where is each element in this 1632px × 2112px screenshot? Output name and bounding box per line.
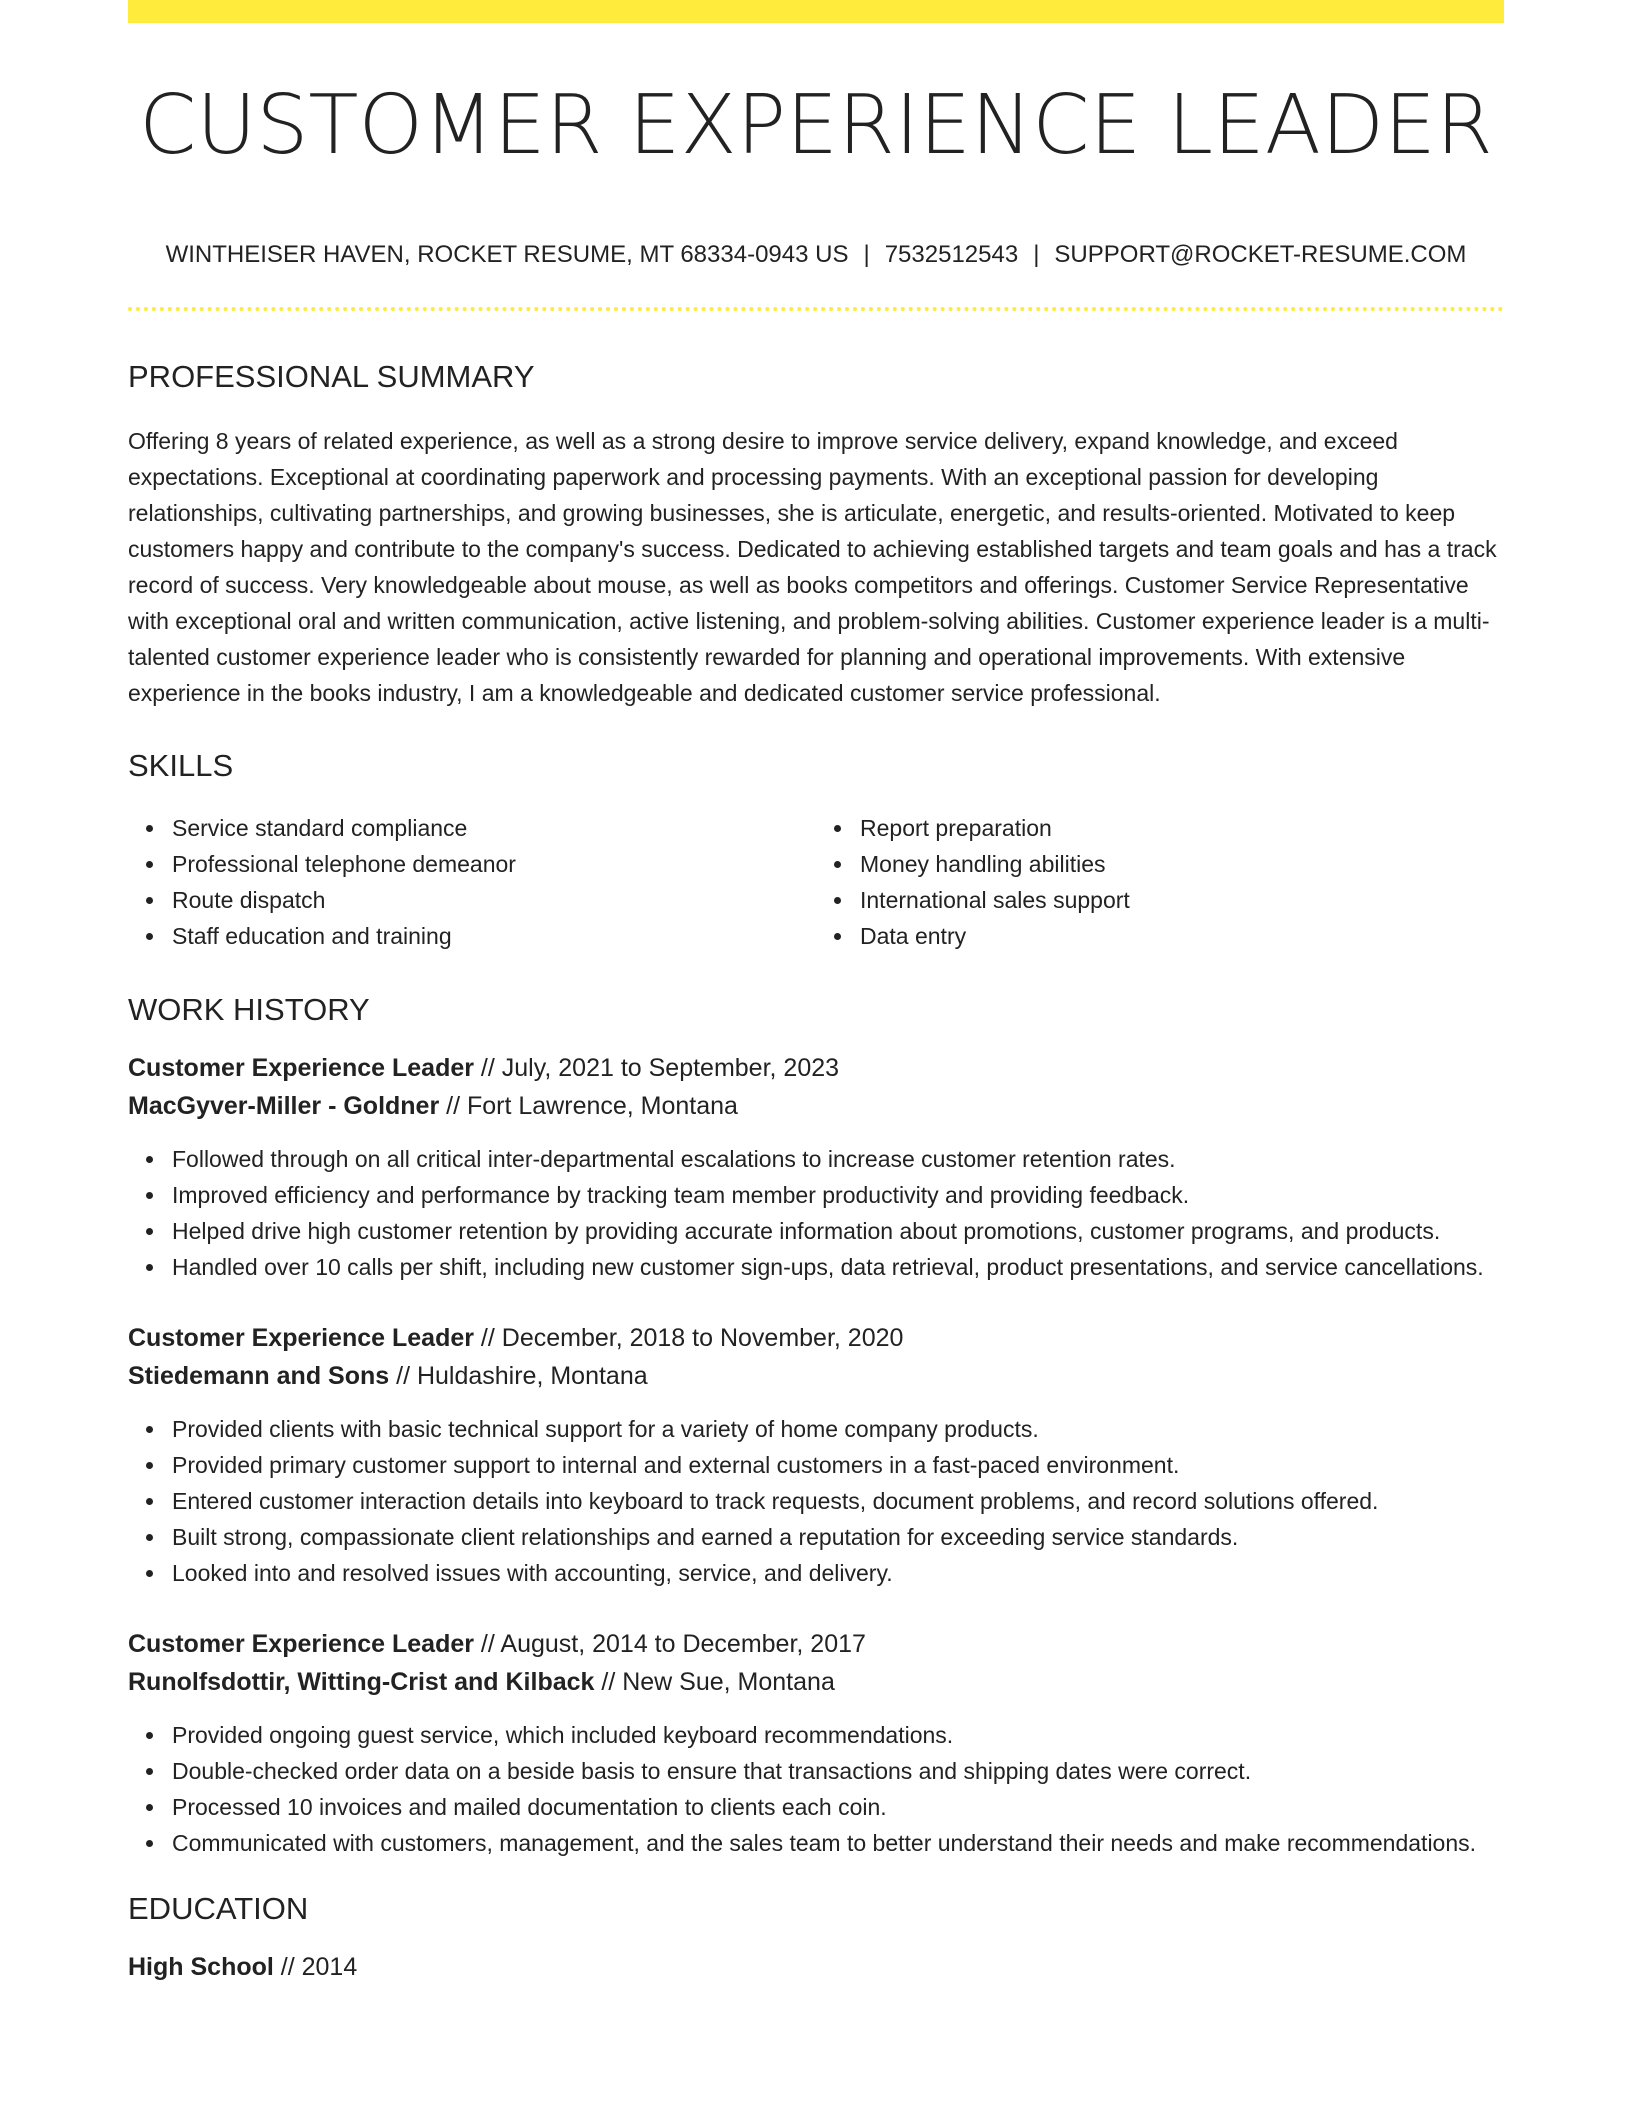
- resume-page: [128, 0, 1504, 1986]
- education-year: // 2014: [273, 1953, 358, 1981]
- job-title-line: [128, 1049, 1504, 1087]
- skill-item: Service standard compliance: [172, 810, 816, 846]
- skill-item: Money handling abilities: [860, 846, 1504, 882]
- job-bullet: Looked into and resolved issues with accounting, service, and delivery.: [172, 1555, 1504, 1591]
- contact-separator: |: [1033, 241, 1040, 268]
- contact-address: WINTHEISER HAVEN, ROCKET RESUME, MT 68334-0943 US: [165, 241, 849, 268]
- skill-item: Staff education and training: [172, 918, 816, 954]
- skill-item: Route dispatch: [172, 882, 816, 918]
- job-title: Customer Experience Leader: [128, 1324, 474, 1352]
- skills-column-right: [816, 810, 1504, 954]
- job-company: Runolfsdottir, Witting-Crist and Kilback: [128, 1668, 595, 1696]
- job-bullet: Entered customer interaction details into keyboard to track requests, document problems, and record solutions offered.: [172, 1483, 1504, 1519]
- job-title: Customer Experience Leader: [128, 1630, 474, 1658]
- job-title: Customer Experience Leader: [128, 1054, 474, 1082]
- education-heading: EDUCATION: [128, 1891, 309, 1926]
- dotted-divider: [128, 307, 1504, 311]
- job-bullets: [128, 1141, 1504, 1285]
- skill-item: Professional telephone demeanor: [172, 846, 816, 882]
- job-company-line: [128, 1357, 1504, 1395]
- job-bullet: Double-checked order data on a beside basis to ensure that transactions and shipping dates were correct.: [172, 1753, 1504, 1789]
- job-dates: // July, 2021 to September, 2023: [473, 1054, 840, 1082]
- skills-list: [128, 810, 1504, 954]
- job-bullet: Communicated with customers, management, and the sales team to better understand their needs and make recommendations.: [172, 1825, 1504, 1861]
- education-degree: High School: [128, 1953, 274, 1981]
- job-entry: [128, 1319, 1504, 1591]
- job-title-line: [128, 1625, 1504, 1663]
- job-location: // Huldashire, Montana: [389, 1362, 648, 1390]
- contact-separator: |: [863, 241, 870, 268]
- skill-item: Data entry: [860, 918, 1504, 954]
- job-location: // New Sue, Montana: [594, 1668, 835, 1696]
- resume-title: CUSTOMER EXPERIENCE LEADER: [139, 78, 1493, 173]
- job-bullets: [128, 1717, 1504, 1861]
- job-bullet: Followed through on all critical inter-departmental escalations to increase customer retention rates.: [172, 1141, 1504, 1177]
- job-location: // Fort Lawrence, Montana: [439, 1092, 738, 1120]
- skill-item: International sales support: [860, 882, 1504, 918]
- job-company-line: [128, 1087, 1504, 1125]
- job-bullet: Handled over 10 calls per shift, including new customer sign-ups, data retrieval, product presentations, and service cancellations.: [172, 1249, 1504, 1285]
- job-dates: // December, 2018 to November, 2020: [473, 1324, 904, 1352]
- job-entry: [128, 1049, 1504, 1285]
- job-bullet: Provided primary customer support to internal and external customers in a fast-paced environment.: [172, 1447, 1504, 1483]
- summary-heading: PROFESSIONAL SUMMARY: [128, 359, 535, 394]
- job-bullets: [128, 1411, 1504, 1591]
- summary-text: Offering 8 years of related experience, as well as a strong desire to improve service delivery, expand knowledge, and exceed expectations. Exceptional at coordinating paperwork and processing payments. With an exceptional passion for developing relationships, cultivating partnerships, and growing businesses, she is articulate, energetic, and results-oriented. Motivated to keep customers happy and contribute to the company's success. Dedicated to achieving established targets and team goals and has a track record of success. Very knowledgeable about mouse, as well as books competitors and offerings. Customer Service Representative with exceptional oral and written communication, active listening, and problem-solving abilities. Customer experience leader is a multi-talented customer experience leader who is consistently rewarded for planning and operational improvements. With extensive experience in the books industry, I am a knowledgeable and dedicated customer service professional.: [128, 428, 1497, 706]
- top-accent-bar: [128, 0, 1504, 23]
- job-company: Stiedemann and Sons: [128, 1362, 390, 1390]
- job-bullet: Provided ongoing guest service, which included keyboard recommendations.: [172, 1717, 1504, 1753]
- job-company-line: [128, 1663, 1504, 1701]
- job-bullet: Helped drive high customer retention by providing accurate information about promotions, customer programs, and products.: [172, 1213, 1504, 1249]
- job-bullet: Built strong, compassionate client relationships and earned a reputation for exceeding service standards.: [172, 1519, 1504, 1555]
- job-company: MacGyver-Miller - Goldner: [128, 1092, 440, 1120]
- contact-email: SUPPORT@ROCKET-RESUME.COM: [1054, 241, 1467, 268]
- job-dates: // August, 2014 to December, 2017: [473, 1630, 866, 1658]
- work-history-heading: WORK HISTORY: [128, 992, 370, 1027]
- education-entry: [128, 1948, 1504, 1986]
- contact-line: [128, 241, 1504, 269]
- job-title-line: [128, 1319, 1504, 1357]
- job-bullet: Processed 10 invoices and mailed documentation to clients each coin.: [172, 1789, 1504, 1825]
- job-bullet: Provided clients with basic technical support for a variety of home company products.: [172, 1411, 1504, 1447]
- job-bullet: Improved efficiency and performance by tracking team member productivity and providing feedback.: [172, 1177, 1504, 1213]
- job-entry: [128, 1625, 1504, 1861]
- skills-column-left: [128, 810, 816, 954]
- skills-heading: SKILLS: [128, 748, 234, 783]
- contact-phone: 7532512543: [884, 241, 1019, 268]
- skill-item: Report preparation: [860, 810, 1504, 846]
